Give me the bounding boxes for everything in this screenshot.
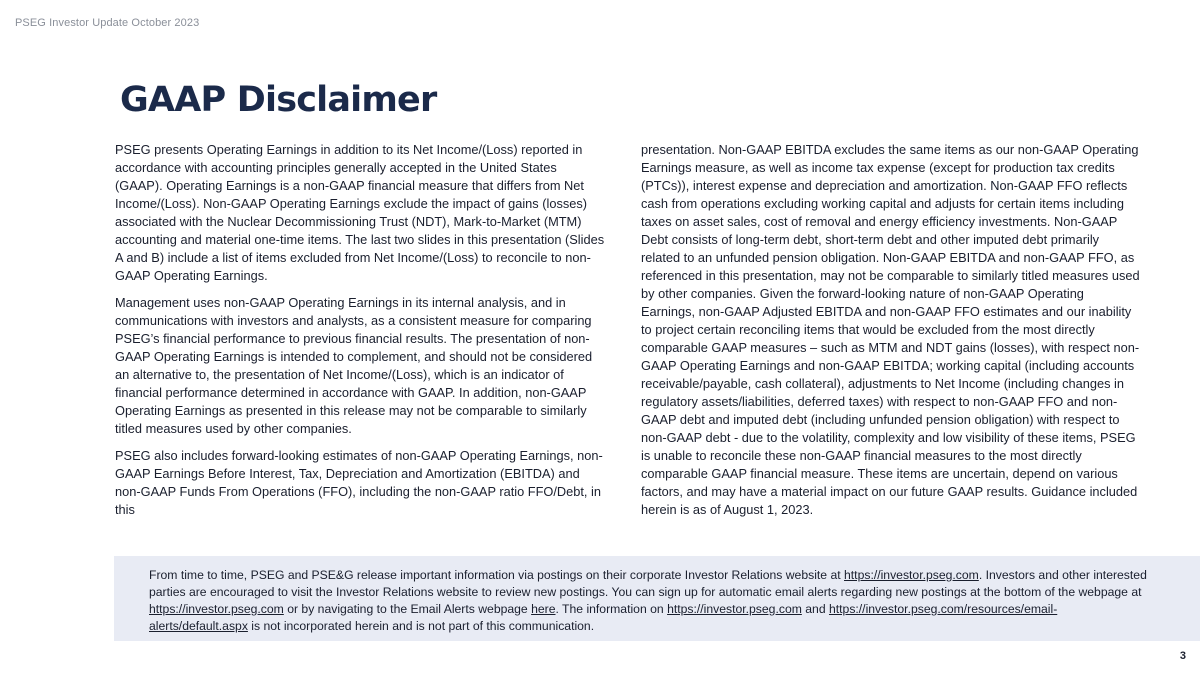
footer-text-4: . The information on [555,602,668,616]
right-paragraph-1: presentation. Non-GAAP EBITDA excludes the same items as our non-GAAP Operating Earnings measure, as well as income tax expense (except for production tax credits (PTCs)), interest expense and depreciation and amortization. Non-GAAP FFO reflects cash from operations excluding working capital and adjusts for certain items including taxes on asset sales, cost of removal and energy efficiency investments. Non-GAAP Debt consists of long-term debt, short-term debt and other imputed debt primarily related to an unfunded pension obligation. Non-GAAP EBITDA and non-GAAP FFO, as referenced in this presentation, may not be comparable to similarly titled measures used by other companies. Given the forward-looking nature of non-GAAP Operating Earnings, non-GAAP Adjusted EBITDA and non-GAAP FFO estimates and our inability to project certain reconciling items that would be excluded from the most directly comparable GAAP measures – such as MTM and NDT gains (losses), with respect non-GAAP Operating Earnings and non-GAAP EBITDA; working capital (including accounts receivable/payable, cash collateral), adjustments to Net Income (including changes in regulatory assets/liabilities, deferred taxes) with respect to non-GAAP FFO and non-GAAP debt and imputed debt (including unfunded pension obligation) with respect to non-GAAP debt - due to the volatility, complexity and low visibility of these items, PSEG is unable to reconcile these non-GAAP financial measures to the most directly comparable GAAP financial measure. These items are uncertain, depend on various factors, and may have a material impact on our future GAAP results. Guidance included herein is as of August 1, 2023. [641,142,1140,517]
footer-text-6: is not incorporated herein and is not part of this communication. [247,619,595,633]
left-column [115,141,607,528]
left-paragraph-2: Management uses non-GAAP Operating Earnings in its internal analysis, and in communications with investors and analysts, as a consistent measure for comparing PSEG’s financial performance to previous financial results. The presentation of non-GAAP Operating Earnings is intended to complement, and should not be considered an alternative to, the presentation of Net Income/(Loss), which is an indicator of financial performance determined in accordance with GAAP. In addition, non-GAAP Operating Earnings as presented in this release may not be comparable to similarly titled measures used by other companies. [115,295,593,436]
investor-relations-link[interactable]: https://investor.pseg.com [844,568,979,582]
footer-text-3: or by navigating to the Email Alerts webpage [283,602,532,616]
page-number: 3 [1179,650,1186,662]
footer-text-1: From time to time, PSEG and PSE&G release important information via postings on their corporate Investor Relations website at [149,568,845,582]
footer-notice-box [114,556,1200,641]
footer-notice-text [149,567,1149,635]
left-paragraph-3: PSEG also includes forward-looking estimates of non-GAAP Operating Earnings, non-GAAP Earnings Before Interest, Tax, Depreciation and Amortization (EBITDA) and non-GAAP Funds From Operations (FFO), including the non-GAAP ratio FFO/Debt, in this [115,448,603,517]
footer-text-2: . Investors and other interested parties are encouraged to visit the Investor Relations website to review new postings. You can sign up for automatic email alerts regarding new postings at the bottom of the webpage at [149,568,1147,599]
investor-relations-link-2[interactable]: https://investor.pseg.com [149,602,284,616]
email-alerts-here-link[interactable]: here [531,602,556,616]
left-paragraph-1: PSEG presents Operating Earnings in addition to its Net Income/(Loss) reported in accordance with accounting principles generally accepted in the United States (GAAP). Operating Earnings is a non-GAAP financial measure that differs from Net Income/(Loss). Non-GAAP Operating Earnings exclude the impact of gains (losses) associated with the Nuclear Decommissioning Trust (NDT), Mark-to-Market (MTM) accounting and material one-time items. The last two slides in this presentation (Slides A and B) include a list of items excluded from Net Income/(Loss) to reconcile to non-GAAP Operating Earnings. [115,142,605,283]
footer-text-5: and [801,602,829,616]
right-column [641,141,1141,528]
investor-relations-link-3[interactable]: https://investor.pseg.com [667,602,802,616]
page-title: GAAP Disclaimer [120,80,437,120]
email-alerts-page-link[interactable]: https://investor.pseg.com/resources/email-alerts/default.aspx [149,602,1058,633]
header-label: PSEG Investor Update October 2023 [15,17,200,29]
